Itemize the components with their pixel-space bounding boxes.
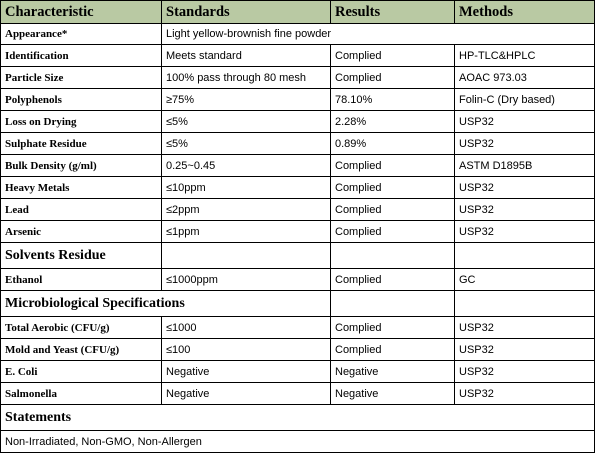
table-row (1, 45, 595, 67)
method-cell: USP32 (455, 133, 595, 155)
header-characteristic: Characteristic (1, 1, 162, 24)
empty-cell (162, 243, 331, 269)
result-cell: 78.10% (331, 89, 455, 111)
characteristic-cell: Polyphenols (1, 89, 162, 111)
statements-section-title: Statements (1, 405, 595, 431)
method-cell: Folin-C (Dry based) (455, 89, 595, 111)
method-cell: USP32 (455, 199, 595, 221)
solvents-section-title: Solvents Residue (1, 243, 162, 269)
characteristic-cell: Ethanol (1, 269, 162, 291)
characteristic-cell: Mold and Yeast (CFU/g) (1, 339, 162, 361)
result-cell: Complied (331, 155, 455, 177)
characteristic-cell: Total Aerobic (CFU/g) (1, 317, 162, 339)
result-cell: Negative (331, 361, 455, 383)
result-cell: Complied (331, 339, 455, 361)
result-cell: Complied (331, 45, 455, 67)
solvent-rows (1, 269, 595, 291)
method-cell: USP32 (455, 221, 595, 243)
method-cell: USP32 (455, 339, 595, 361)
micro-section-title: Microbiological Specifications (1, 291, 331, 317)
result-cell: Complied (331, 67, 455, 89)
standard-cell: ≥75% (162, 89, 331, 111)
standard-cell: ≤1000 (162, 317, 331, 339)
empty-cell (331, 291, 455, 317)
table-row (1, 339, 595, 361)
table-row (1, 155, 595, 177)
result-cell: 2.28% (331, 111, 455, 133)
method-cell: USP32 (455, 317, 595, 339)
statements-section-row (1, 405, 595, 431)
result-cell: Complied (331, 199, 455, 221)
characteristic-cell: Identification (1, 45, 162, 67)
table-row (1, 199, 595, 221)
characteristic-cell: Lead (1, 199, 162, 221)
standard-cell: ≤100 (162, 339, 331, 361)
characteristic-cell: Bulk Density (g/ml) (1, 155, 162, 177)
standard-cell: ≤10ppm (162, 177, 331, 199)
result-cell: Complied (331, 221, 455, 243)
empty-cell (331, 243, 455, 269)
table-row (1, 89, 595, 111)
micro-rows (1, 317, 595, 405)
result-cell: Complied (331, 317, 455, 339)
header-methods: Methods (455, 1, 595, 24)
table-row (1, 177, 595, 199)
empty-cell (455, 243, 595, 269)
table-row (1, 317, 595, 339)
statements-row (1, 431, 595, 453)
characteristic-cell: Particle Size (1, 67, 162, 89)
standard-cell: 100% pass through 80 mesh (162, 67, 331, 89)
table-row (1, 361, 595, 383)
characteristic-cell: Arsenic (1, 221, 162, 243)
standard-cell: 0.25~0.45 (162, 155, 331, 177)
table-row (1, 221, 595, 243)
standard-cell: ≤5% (162, 111, 331, 133)
table-row (1, 269, 595, 291)
header-standards: Standards (162, 1, 331, 24)
result-cell: Negative (331, 383, 455, 405)
standard-cell: ≤1ppm (162, 221, 331, 243)
characteristic-cell: Salmonella (1, 383, 162, 405)
method-cell: USP32 (455, 177, 595, 199)
standard-cell: ≤1000ppm (162, 269, 331, 291)
standard-cell: Negative (162, 383, 331, 405)
table-row (1, 383, 595, 405)
standard-cell: ≤2ppm (162, 199, 331, 221)
standard-cell: ≤5% (162, 133, 331, 155)
header-results: Results (331, 1, 455, 24)
method-cell: AOAC 973.03 (455, 67, 595, 89)
main-rows (1, 45, 595, 243)
standard-cell: Meets standard (162, 45, 331, 67)
table-row (1, 67, 595, 89)
method-cell: USP32 (455, 361, 595, 383)
appearance-value: Light yellow-brownish fine powder (162, 24, 595, 45)
standard-cell: Negative (162, 361, 331, 383)
empty-cell (455, 291, 595, 317)
statements-text: Non-Irradiated, Non-GMO, Non-Allergen (1, 431, 595, 453)
method-cell: USP32 (455, 111, 595, 133)
method-cell: HP-TLC&HPLC (455, 45, 595, 67)
table-row (1, 133, 595, 155)
result-cell: Complied (331, 177, 455, 199)
header-row (1, 1, 595, 24)
micro-section-row (1, 291, 595, 317)
solvents-section-row (1, 243, 595, 269)
method-cell: USP32 (455, 383, 595, 405)
appearance-row (1, 24, 595, 45)
characteristic-cell: Sulphate Residue (1, 133, 162, 155)
result-cell: Complied (331, 269, 455, 291)
characteristic-cell: E. Coli (1, 361, 162, 383)
result-cell: 0.89% (331, 133, 455, 155)
appearance-label: Appearance* (1, 24, 162, 45)
method-cell: ASTM D1895B (455, 155, 595, 177)
table-row (1, 111, 595, 133)
characteristic-cell: Loss on Drying (1, 111, 162, 133)
method-cell: GC (455, 269, 595, 291)
characteristic-cell: Heavy Metals (1, 177, 162, 199)
